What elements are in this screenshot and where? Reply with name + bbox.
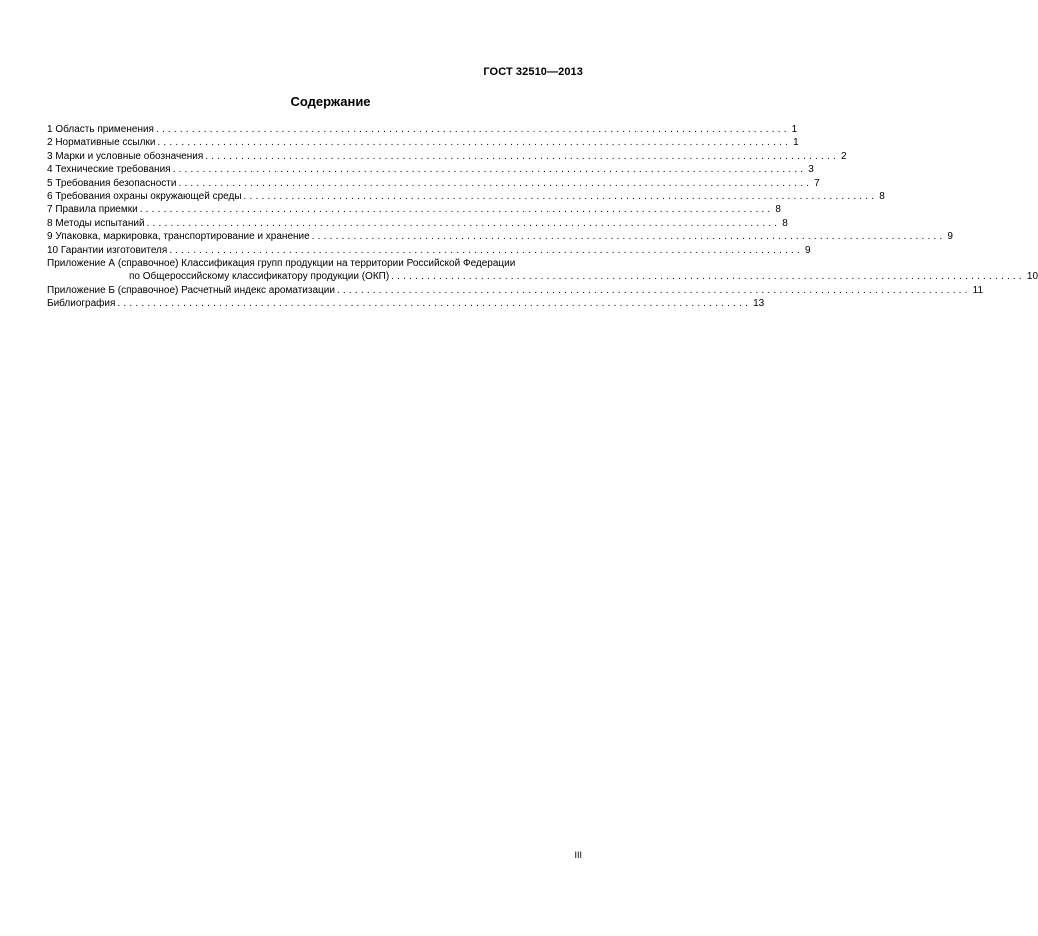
toc-entry-page: 7 [814, 177, 820, 189]
table-of-contents [47, 123, 1038, 311]
toc-entry-text: Приложение А (справочное) Классификация групп продукции на территории Российской Федерации [47, 258, 516, 270]
toc-entry-page: 9 [947, 231, 953, 243]
toc-dot-leader: .......................................................................................................... [391, 271, 1025, 283]
toc-entry-page: 2 [840, 150, 847, 162]
toc-entry-page: 9 [805, 244, 811, 256]
toc-entry[interactable] [47, 217, 788, 230]
toc-entry-text: 7 Правила приемки [47, 204, 138, 216]
toc-dot-leader: .......................................................................................................... [157, 137, 792, 149]
toc-dot-leader: .......................................................................................................... [243, 191, 878, 203]
toc-entry-text: 2 Нормативные ссылки [47, 137, 156, 149]
toc-dot-leader: .......................................................................................................... [172, 164, 807, 176]
toc-entry-continuation [47, 270, 1038, 283]
toc-entry-page: 3 [808, 164, 814, 176]
toc-entry-text: 9 Упаковка, маркировка, транспортирование и хранение [47, 231, 310, 243]
toc-dot-leader: .......................................................................................................... [117, 298, 752, 310]
toc-entry-page: 8 [879, 191, 885, 203]
toc-entry-text: 4 Технические требования [47, 164, 171, 176]
toc-entry-text: Библиография [47, 298, 116, 310]
page-number: III [574, 850, 582, 860]
toc-dot-leader: .......................................................................................................... [169, 244, 804, 256]
toc-entry[interactable] [47, 136, 799, 149]
toc-entry[interactable] [47, 203, 781, 216]
toc-entry-page: 11 [972, 284, 984, 296]
toc-dot-leader: .......................................................................................................... [336, 284, 971, 296]
toc-dot-leader: .......................................................................................................... [155, 124, 790, 135]
toc-dot-leader: .......................................................................................................... [146, 217, 781, 229]
toc-entry-page: 10 [1026, 271, 1038, 283]
toc-title: Содержание [290, 94, 371, 109]
toc-entry[interactable] [47, 123, 798, 136]
toc-entry[interactable] [47, 163, 814, 176]
toc-entry-page: 1 [791, 124, 798, 135]
toc-entry-annex-a[interactable] [47, 257, 1038, 284]
toc-entry-page: 8 [782, 217, 788, 229]
toc-entry[interactable] [47, 297, 765, 310]
toc-entry-text: 6 Требования охраны окружающей среды [47, 191, 242, 203]
toc-entry[interactable] [47, 177, 820, 190]
toc-entry[interactable] [47, 190, 885, 203]
toc-entry[interactable] [47, 284, 984, 297]
toc-dot-leader: .......................................................................................................... [178, 177, 813, 189]
toc-entry-text: 8 Методы испытаний [47, 217, 145, 229]
toc-entry-text: 5 Требования безопасности [47, 177, 177, 189]
toc-entry-page: 1 [793, 137, 799, 149]
toc-entry[interactable] [47, 230, 953, 243]
toc-entry[interactable] [47, 150, 847, 163]
toc-entry[interactable] [47, 244, 811, 257]
toc-entry-text-cont: по Общероссийскому классификатору продукции (ОКП) [129, 271, 390, 283]
toc-entry-text: 10 Гарантии изготовителя [47, 244, 168, 256]
toc-entry-text: Приложение Б (справочное) Расчетный индекс ароматизации [47, 284, 335, 296]
document-code: ГОСТ 32510—2013 [483, 66, 583, 78]
toc-dot-leader: .......................................................................................................... [139, 204, 774, 216]
toc-entry-text: 3 Марки и условные обозначения [47, 150, 204, 162]
toc-dot-leader: .......................................................................................................... [205, 150, 839, 162]
toc-dot-leader: .......................................................................................................... [311, 231, 946, 243]
toc-entry-page: 13 [753, 298, 765, 310]
toc-entry-text: 1 Область применения [47, 124, 154, 135]
toc-entry-page: 8 [775, 204, 781, 216]
